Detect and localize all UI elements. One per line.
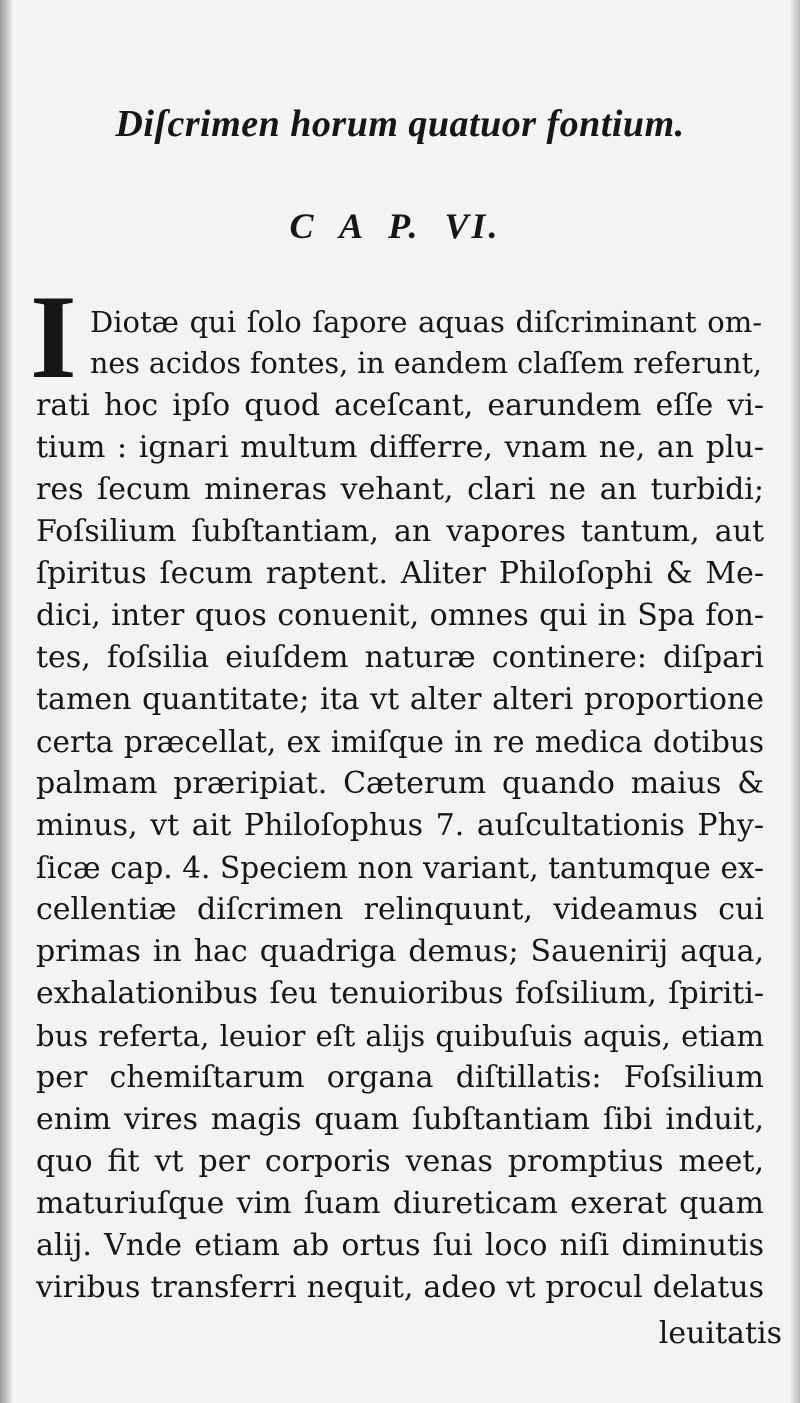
text-line: Foſsilium ſubſtantiam, an vapores tantum, aut bbox=[36, 514, 764, 549]
text-line: alij. Vnde etiam ab ortus ſui loco niſi diminutis bbox=[36, 1228, 764, 1263]
drop-cap: I bbox=[30, 270, 77, 403]
text-line: primas in hac quadriga demus; Sauenirij aqua, bbox=[36, 934, 764, 969]
running-title: Diſcrimen horum quatuor fontium. bbox=[115, 103, 685, 145]
text-line: dici, inter quos conuenit, omnes qui in Spa fon- bbox=[36, 598, 764, 633]
text-line: Diotæ qui ſolo ſapore aquas diſcriminant om- bbox=[90, 305, 762, 339]
text-line: exhalationibus ſeu tenuioribus foſsilium, ſpiriti- bbox=[36, 976, 764, 1011]
page-right-edge-shadow bbox=[790, 0, 800, 1403]
text-line: per chemiſtarum organa diſtillatis: Foſsilium bbox=[36, 1060, 764, 1095]
text-line: rati hoc ipſo quod aceſcant, earundem eſſe vi- bbox=[36, 388, 764, 423]
text-line: nes acidos fontes, in eandem claſſem referunt, bbox=[90, 347, 762, 380]
text-line: ſpiritus ſecum raptent. Aliter Philoſophi & Me- bbox=[36, 556, 764, 591]
text-line: palmam præripiat. Cæterum quando maius & bbox=[36, 766, 764, 801]
text-line: res ſecum mineras vehant, clari ne an turbidi; bbox=[36, 472, 764, 507]
chapter-heading: C A P. VI. bbox=[289, 206, 501, 246]
text-line: maturiuſque vim ſuam diureticam exerat quam bbox=[36, 1186, 764, 1221]
text-line: quo fit vt per corporis venas promptius meet, bbox=[36, 1144, 764, 1179]
text-line: bus referta, leuior eſt alijs quibuſuis aquis, etiam bbox=[36, 1019, 764, 1053]
catchword: leuitatis bbox=[658, 1316, 782, 1351]
text-line: tium : ignari multum differre, vnam ne, an plu- bbox=[36, 430, 764, 465]
text-line: tamen quantitate; ita vt alter alteri proportione bbox=[36, 682, 764, 717]
text-line: minus, vt ait Philoſophus 7. auſcultationis Phy- bbox=[36, 808, 764, 843]
text-line: viribus transferri nequit, adeo vt procul delatus bbox=[36, 1270, 764, 1305]
text-line: cellentiæ diſcrimen relinquunt, videamus cui bbox=[36, 892, 764, 927]
text-line: tes, foſsilia eiuſdem naturæ continere: diſpari bbox=[36, 640, 764, 675]
text-line: enim vires magis quam ſubſtantiam ſibi induit, bbox=[36, 1102, 764, 1137]
text-line: certa præcellat, ex imiſque in re medica dotibus bbox=[36, 725, 764, 759]
text-line: ſicæ cap. 4. Speciem non variant, tantumque ex- bbox=[36, 851, 764, 885]
